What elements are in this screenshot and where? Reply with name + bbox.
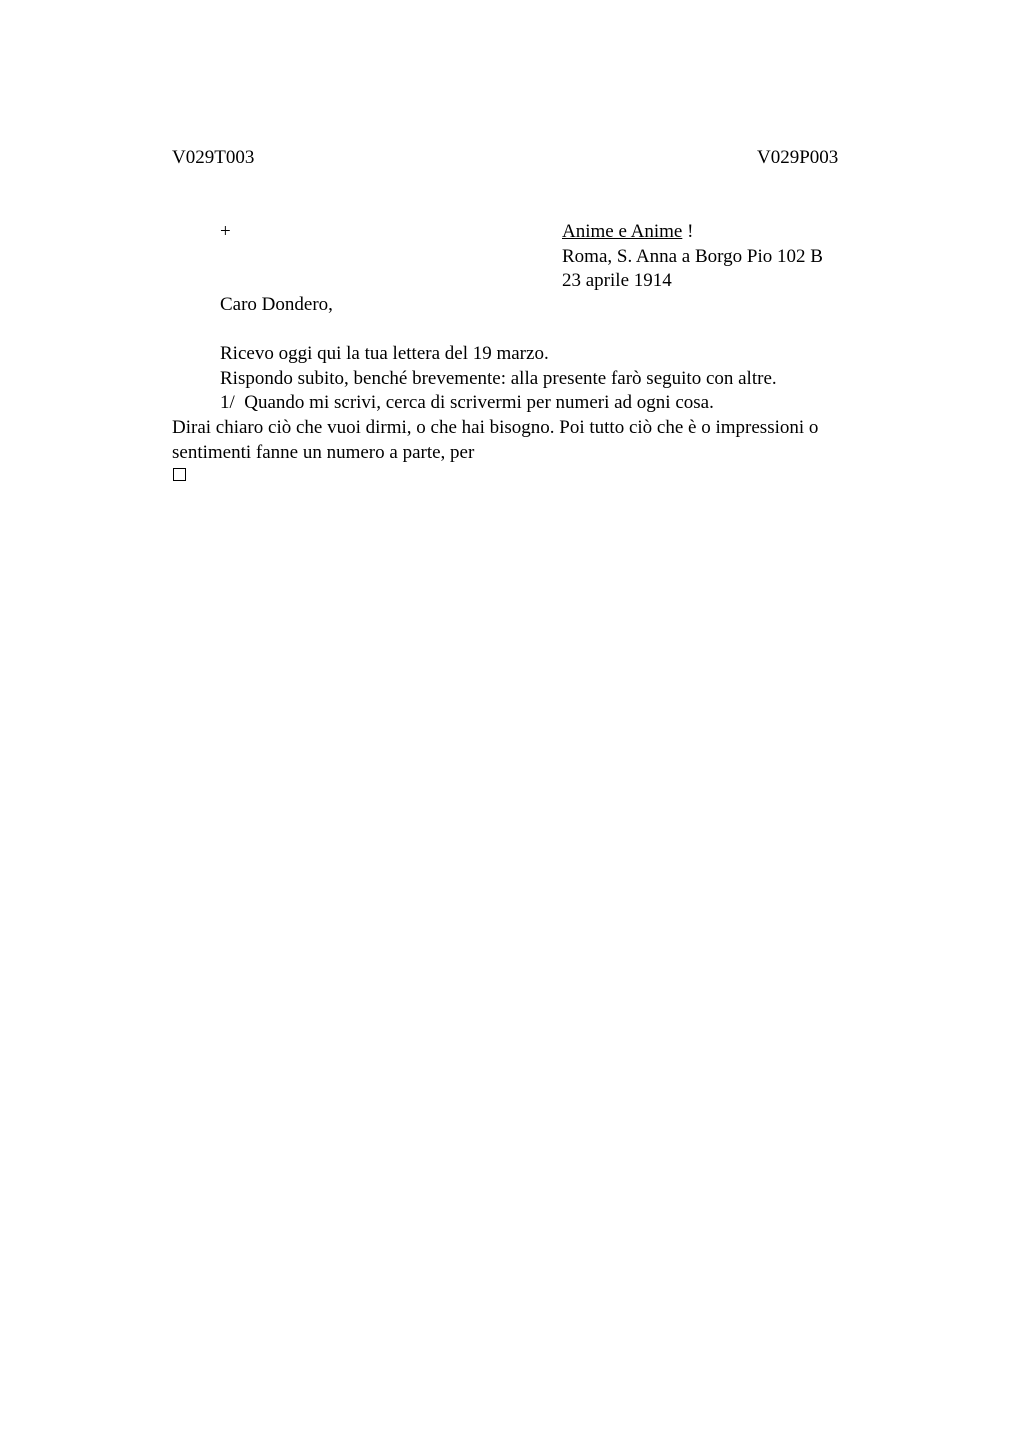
continuation-line-1: Dirai chiaro ciò che vuoi dirmi, o che hai bisogno. Poi tutto ciò che è o impressioni o (172, 417, 819, 438)
paragraph-3: 1/ Quando mi scrivi, cerca di scrivermi per numeri ad ogni cosa. (220, 392, 714, 413)
document-code-left: V029T003 (172, 147, 255, 168)
motto-line (562, 220, 823, 245)
paragraph-1: Ricevo oggi qui la tua lettera del 19 marzo. (220, 343, 549, 364)
paragraph-continuation (172, 416, 877, 465)
letter-heading-block (562, 220, 823, 294)
paragraph-2: Rispondo subito, benché brevemente: alla presente farò seguito con altre. (220, 368, 777, 389)
motto-title: Anime e Anime (562, 221, 683, 242)
address-line: Roma, S. Anna a Borgo Pio 102 B (562, 245, 823, 267)
cross-mark: + (220, 221, 231, 242)
square-box-icon (173, 468, 186, 481)
greeting: Caro Dondero, (220, 294, 333, 315)
date-line: 23 aprile 1914 (562, 270, 672, 291)
document-code-right: V029P003 (757, 147, 839, 168)
motto-suffix: ! (682, 221, 694, 242)
continuation-line-2: sentimenti fanne un numero a parte, per (172, 441, 475, 463)
